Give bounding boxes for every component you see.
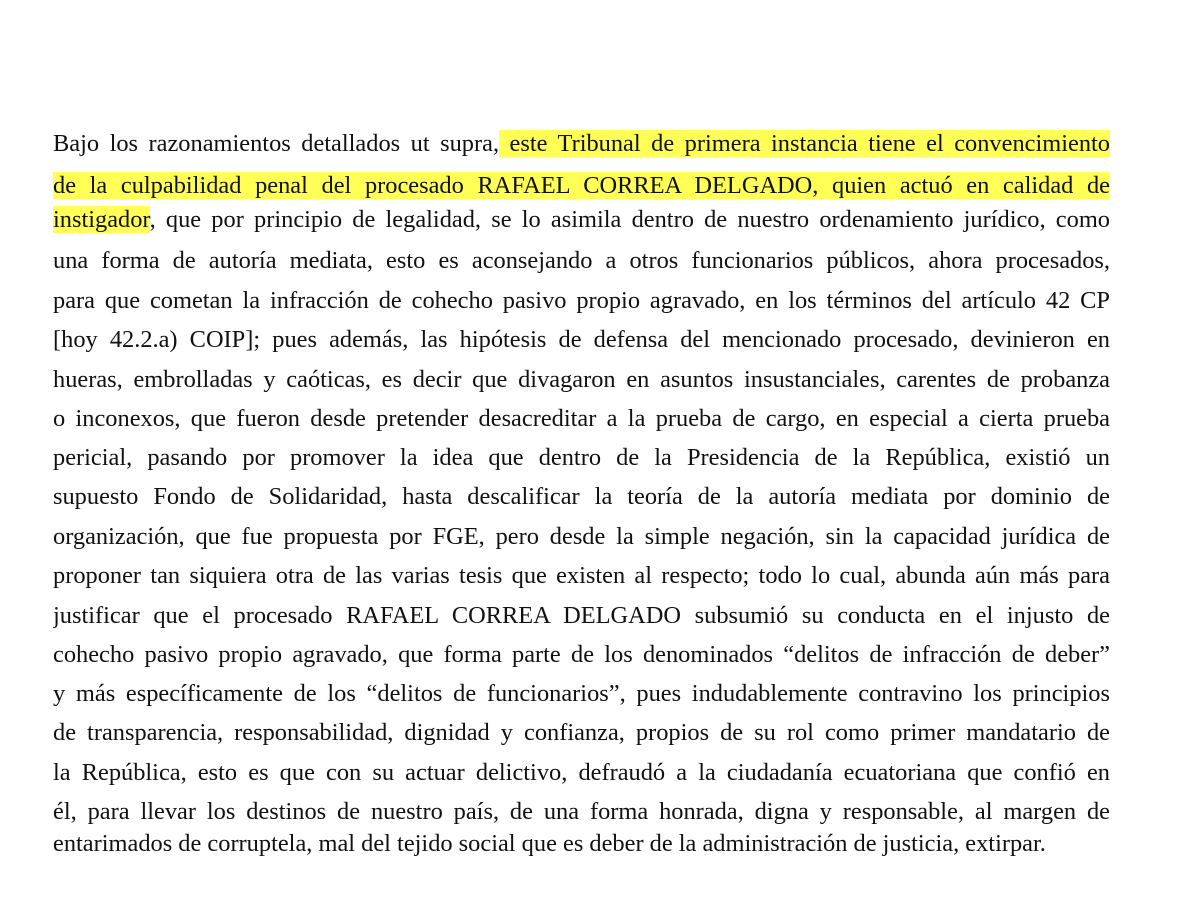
paragraph-line	[53, 402, 1110, 436]
paragraph-line	[53, 677, 1110, 711]
paragraph-line	[53, 323, 1110, 357]
line-text: [hoy 42.2.a) COIP]; pues además, las hipótesis de defensa del mencionado procesado, devinieron en	[53, 326, 1110, 353]
line-text: una forma de autoría mediata, esto es aconsejando a otros funcionarios públicos, ahora procesados,	[53, 247, 1110, 274]
paragraph-line	[53, 127, 1110, 161]
highlighted-text: este Tribunal de primera instancia tiene el convencimiento	[499, 130, 1110, 157]
line-text: pericial, pasando por promover la idea que dentro de la Presidencia de la República, existió un	[53, 444, 1110, 471]
paragraph-line	[53, 363, 1110, 397]
line-text: de transparencia, responsabilidad, dignidad y confianza, propios de su rol como primer mandatario de	[53, 719, 1110, 746]
line-text: o inconexos, que fueron desde pretender desacreditar a la prueba de cargo, en especial a cierta prueba	[53, 405, 1110, 432]
paragraph-line	[53, 284, 1110, 318]
paragraph-line	[53, 480, 1110, 514]
line-text: proponer tan siquiera otra de las varias tesis que existen al respecto; todo lo cual, abunda aún más para	[53, 562, 1110, 589]
line-text: la República, esto es que con su actuar delictivo, defraudó a la ciudadanía ecuatoriana que confió en	[53, 759, 1110, 786]
paragraph-line	[53, 203, 1110, 237]
line-text: y más específicamente de los “delitos de funcionarios”, pues indudablemente contravino los principios	[53, 680, 1110, 707]
line-text: él, para llevar los destinos de nuestro país, de una forma honrada, digna y responsable, al margen de	[53, 798, 1110, 825]
line-text: para que cometan la infracción de cohecho pasivo propio agravado, en los términos del artículo 42 CP	[53, 287, 1110, 314]
line-text: hueras, embrolladas y caóticas, es decir que divagaron en asuntos insustanciales, carentes de probanza	[53, 366, 1110, 393]
line-text: Bajo los razonamientos detallados ut supra,	[53, 130, 500, 157]
paragraph-line	[53, 169, 1110, 203]
line-text-after: , que por principio de legalidad, se lo asimila dentro de nuestro ordenamiento jurídico, como	[149, 206, 1110, 233]
highlighted-text: de la culpabilidad penal del procesado RAFAEL CORREA DELGADO, quien actuó en calidad de	[53, 172, 1110, 199]
paragraph-line	[53, 795, 1110, 829]
line-text: justificar que el procesado RAFAEL CORREA DELGADO subsumió su conducta en el injusto de	[53, 602, 1110, 629]
paragraph-line	[53, 441, 1110, 475]
paragraph-line	[53, 599, 1110, 633]
paragraph-line	[53, 244, 1110, 278]
paragraph-line	[53, 559, 1110, 593]
paragraph-line	[53, 716, 1110, 750]
line-text: entarimados de corruptela, mal del tejido social que es deber de la administración de justicia, extirpar.	[53, 830, 1046, 857]
paragraph-line	[53, 756, 1110, 790]
line-text: cohecho pasivo propio agravado, que forma parte de los denominados “delitos de infracción de deber”	[53, 641, 1110, 668]
paragraph-line	[53, 827, 1110, 861]
line-text: supuesto Fondo de Solidaridad, hasta descalificar la teoría de la autoría mediata por dominio de	[53, 483, 1110, 510]
highlighted-text: instigador	[53, 206, 150, 233]
line-text: organización, que fue propuesta por FGE, pero desde la simple negación, sin la capacidad jurídica de	[53, 523, 1110, 550]
paragraph-line	[53, 638, 1110, 672]
paragraph-line	[53, 520, 1110, 554]
